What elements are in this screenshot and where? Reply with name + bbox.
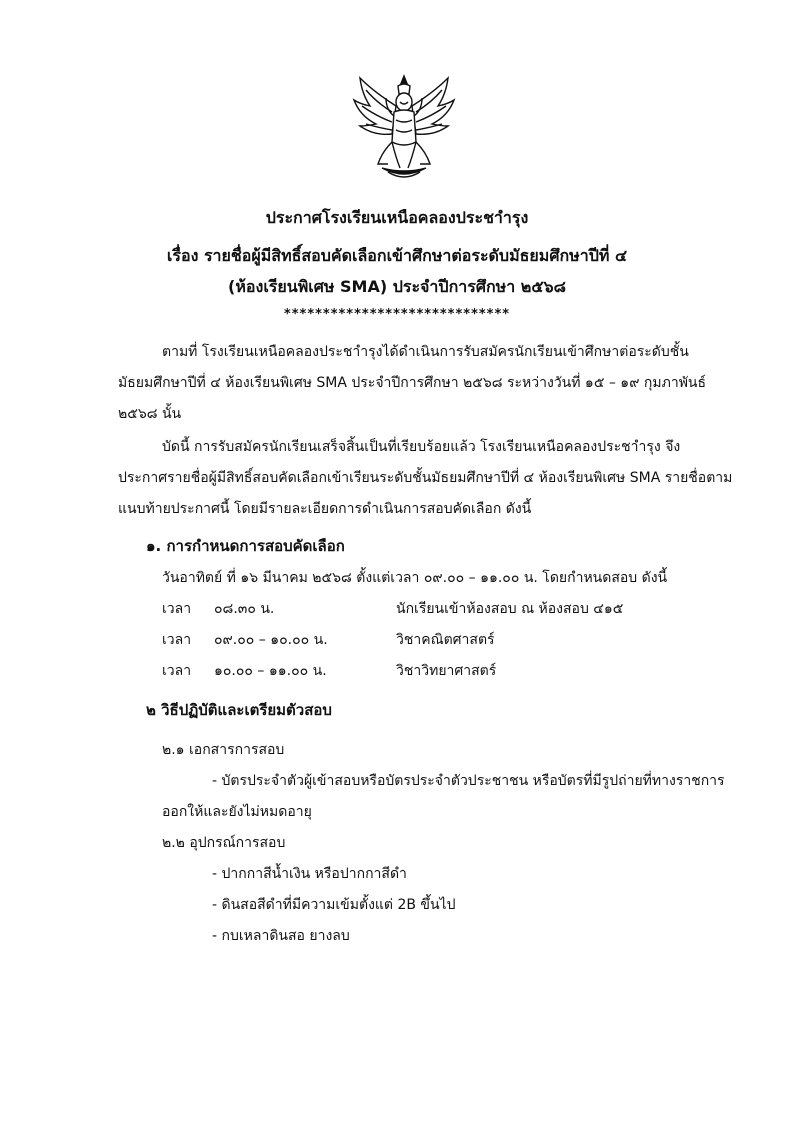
schedule-time: ๐๙.๐๐ – ๑๐.๐๐ น. (214, 632, 328, 648)
schedule-label: เวลา (162, 663, 192, 679)
schedule-activity: วิชาวิทยาศาสตร์ (396, 663, 497, 679)
document-requirement-line-1: - บัตรประจำตัวผู้เข้าสอบหรือบัตรประจำตัวประชาชน หรือบัตรที่มีรูปถ่ายที่ทางราชการ (212, 773, 725, 789)
equipment-item: - ปากกาสีน้ำเงิน หรือปากกาสีดำ (212, 866, 407, 882)
section-2-heading: ๒ วิธีปฏิบัติและเตรียมตัวสอบ (146, 701, 332, 719)
schedule-time: ๐๘.๓๐ น. (214, 601, 275, 617)
schedule-activity: วิชาคณิตศาสตร์ (396, 632, 495, 648)
subject-line-2: (ห้องเรียนพิเศษ SMA) ประจำปีการศึกษา ๒๕๖๘ (228, 277, 566, 296)
exam-date-line: วันอาทิตย์ ที่ ๑๖ มีนาคม ๒๕๖๘ ตั้งแต่เวลา ๐๙.๐๐ – ๑๑.๐๐ น. โดยกำหนดสอบ ดังนี้ (162, 570, 668, 586)
document-requirement-line-2: ออกให้และยังไม่หมดอายุ (162, 804, 312, 820)
garuda-emblem-icon (352, 72, 456, 182)
schedule-label: เวลา (162, 632, 192, 648)
paragraph-2-line-1: บัดนี้ การรับสมัครนักเรียนเสร็จสิ้นเป็นที่เรียบร้อยแล้ว โรงเรียนเหนือคลองประชาำรุง จึง (162, 439, 681, 455)
paragraph-1-line-3: ๒๕๖๘ นั้น (118, 406, 182, 422)
schedule-time: ๑๐.๐๐ – ๑๑.๐๐ น. (214, 663, 327, 679)
divider-stars: ***************************** (283, 307, 511, 322)
schedule-activity: นักเรียนเข้าห้องสอบ ณ ห้องสอบ ๔๑๕ (396, 601, 624, 617)
section-1-heading: ๑. การกำหนดการสอบคัดเลือก (146, 537, 345, 555)
paragraph-2-line-3: แนบท้ายประกาศนี้ โดยมีรายละเอียดการดำเนินการสอบคัดเลือก ดังนี้ (118, 501, 532, 517)
schedule-label: เวลา (162, 601, 192, 617)
paragraph-2-line-2: ประกาศรายชื่อผู้มีสิทธิ์สอบคัดเลือกเข้าเรียนระดับชั้นมัธยมศึกษาปีที่ ๔ ห้องเรียนพิเศษ SMA รายชื่อตาม (118, 470, 733, 486)
subsection-2-2-title: ๒.๒ อุปกรณ์การสอบ (162, 835, 286, 851)
subsection-2-1-title: ๒.๑ เอกสารการสอบ (162, 742, 285, 758)
equipment-item: - ดินสอสีดำที่มีความเข้มตั้งแต่ 2B ขึ้นไป (212, 897, 456, 913)
announcement-title: ประกาศโรงเรียนเหนือคลองประชาำรุง (265, 208, 529, 227)
equipment-item: - กบเหลาดินสอ ยางลบ (212, 928, 350, 944)
subject-line: เรื่อง รายชื่อผู้มีสิทธิ์สอบคัดเลือกเข้าศึกษาต่อระดับมัธยมศึกษาปีที่ ๔ (166, 246, 628, 265)
paragraph-1-line-2: มัธยมศึกษาปีที่ ๔ ห้องเรียนพิเศษ SMA ประจำปีการศึกษา ๒๕๖๘ ระหว่างวันที่ ๑๕ – ๑๙ กุมภาพันธ์ (118, 375, 707, 391)
paragraph-1-line-1: ตามที่ โรงเรียนเหนือคลองประชาำรุงได้ดำเนินการรับสมัครนักเรียนเข้าศึกษาต่อระดับชั้น (162, 344, 689, 360)
